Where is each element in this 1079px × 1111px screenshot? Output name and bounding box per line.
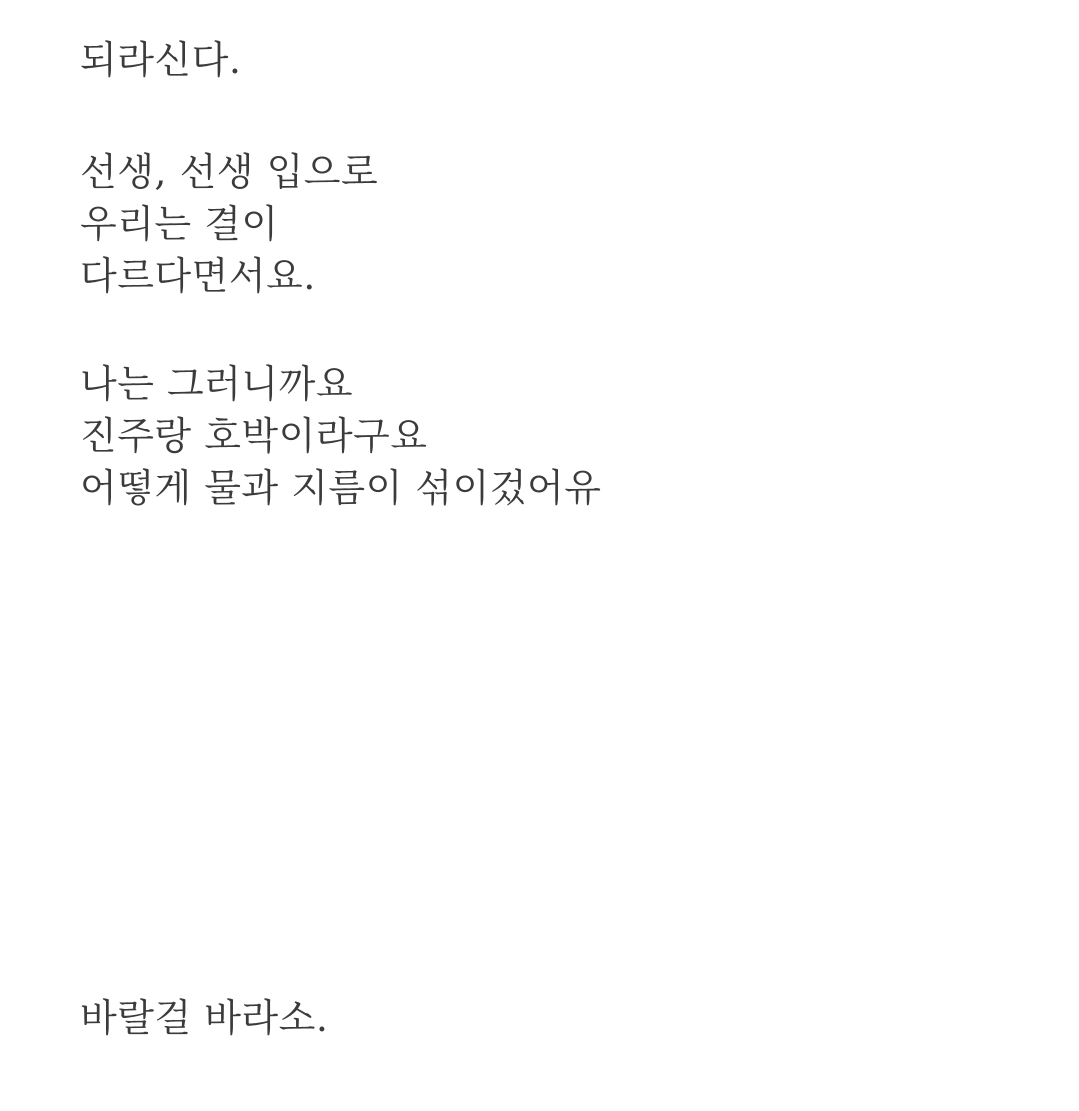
poem-stanza-third xyxy=(80,358,1039,514)
poem-line: 다르다면서요. xyxy=(80,254,316,298)
poem-line: 나는 그러니까요 xyxy=(80,362,354,406)
poem-stanza-second xyxy=(80,146,1039,302)
poem-line: 어떻게 물과 지름이 섞이겄어유 xyxy=(80,466,602,510)
poem-stanza-opening xyxy=(80,34,1039,86)
poem-line: 우리는 결이 xyxy=(80,202,279,246)
poem-line: 되라신다. xyxy=(80,38,242,82)
poem-line: 바랄걸 바라소. xyxy=(80,996,329,1040)
poem-line: 진주랑 호박이라구요 xyxy=(80,414,428,458)
poem-line: 선생, 선생 입으로 xyxy=(80,150,379,194)
poem-stanza-closing xyxy=(80,992,1039,1044)
